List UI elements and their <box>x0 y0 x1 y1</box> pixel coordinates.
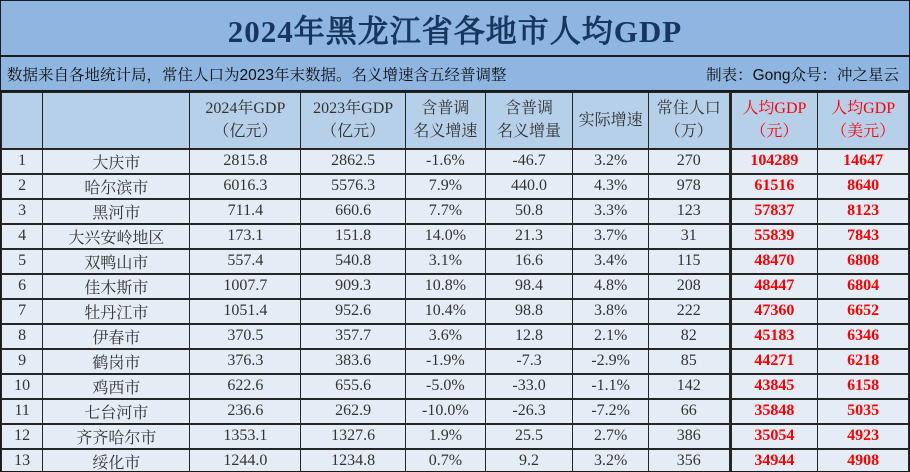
cell-nominal-increment: 12.8 <box>485 324 573 349</box>
cell-per-capita-cny: 43845 <box>730 374 818 399</box>
cell-per-capita-usd: 6218 <box>818 349 909 374</box>
cell-nominal-increment: 440.0 <box>485 174 573 199</box>
cell-gdp-2024: 370.5 <box>190 324 301 349</box>
cell-gdp-2024: 2815.8 <box>190 149 301 174</box>
cell-rank: 1 <box>2 149 43 174</box>
cell-per-capita-usd: 4923 <box>818 424 909 449</box>
table-body <box>2 149 909 472</box>
cell-real-growth: 3.4% <box>573 249 649 274</box>
header-cell-gdp-2024: 2024年GDP （亿元） <box>190 93 301 149</box>
cell-gdp-2024: 173.1 <box>190 224 301 249</box>
cell-per-capita-usd: 6808 <box>818 249 909 274</box>
cell-nominal-increment: 21.3 <box>485 224 573 249</box>
cell-population: 123 <box>648 199 730 224</box>
cell-per-capita-cny: 55839 <box>730 224 818 249</box>
table-row <box>2 374 909 399</box>
cell-city: 大兴安岭地区 <box>43 224 190 249</box>
cell-nominal-increment: 98.8 <box>485 299 573 324</box>
cell-nominal-growth: -10.0% <box>406 399 486 424</box>
table-row <box>2 249 909 274</box>
cell-rank: 13 <box>2 449 43 472</box>
cell-per-capita-cny: 34944 <box>730 449 818 472</box>
cell-gdp-2024: 1007.7 <box>190 274 301 299</box>
cell-gdp-2023: 2862.5 <box>301 149 406 174</box>
cell-population: 142 <box>648 374 730 399</box>
cell-rank: 7 <box>2 299 43 324</box>
cell-per-capita-usd: 4908 <box>818 449 909 472</box>
cell-city: 鸡西市 <box>43 374 190 399</box>
cell-population: 115 <box>648 249 730 274</box>
cell-per-capita-cny: 44271 <box>730 349 818 374</box>
cell-population: 82 <box>648 324 730 349</box>
cell-city: 齐齐哈尔市 <box>43 424 190 449</box>
cell-nominal-growth: 1.9% <box>406 424 486 449</box>
cell-real-growth: 4.3% <box>573 174 649 199</box>
cell-rank: 8 <box>2 324 43 349</box>
cell-nominal-growth: 7.9% <box>406 174 486 199</box>
cell-per-capita-usd: 8123 <box>818 199 909 224</box>
table-header <box>2 93 909 149</box>
header-cell-city <box>43 93 190 149</box>
table-row <box>2 449 909 472</box>
cell-gdp-2023: 5576.3 <box>301 174 406 199</box>
cell-nominal-growth: -1.9% <box>406 349 486 374</box>
cell-rank: 3 <box>2 199 43 224</box>
table-row <box>2 299 909 324</box>
cell-gdp-2024: 557.4 <box>190 249 301 274</box>
table-row <box>2 149 909 174</box>
cell-nominal-growth: 10.8% <box>406 274 486 299</box>
cell-nominal-growth: 7.7% <box>406 199 486 224</box>
cell-city: 黑河市 <box>43 199 190 224</box>
cell-real-growth: 4.8% <box>573 274 649 299</box>
table-row <box>2 199 909 224</box>
cell-per-capita-cny: 35848 <box>730 399 818 424</box>
cell-nominal-growth: 14.0% <box>406 224 486 249</box>
cell-per-capita-cny: 48447 <box>730 274 818 299</box>
cell-real-growth: 2.7% <box>573 424 649 449</box>
cell-real-growth: -1.1% <box>573 374 649 399</box>
cell-nominal-increment: 16.6 <box>485 249 573 274</box>
cell-rank: 6 <box>2 274 43 299</box>
cell-population: 978 <box>648 174 730 199</box>
cell-nominal-growth: 3.1% <box>406 249 486 274</box>
table-row <box>2 324 909 349</box>
cell-real-growth: 3.7% <box>573 224 649 249</box>
cell-per-capita-usd: 7843 <box>818 224 909 249</box>
cell-real-growth: -2.9% <box>573 349 649 374</box>
subtitle-bar <box>1 57 909 92</box>
cell-per-capita-cny: 47360 <box>730 299 818 324</box>
header-cell-population: 常住人口 （万） <box>648 93 730 149</box>
cell-per-capita-usd: 8640 <box>818 174 909 199</box>
cell-per-capita-usd: 6652 <box>818 299 909 324</box>
cell-city: 绥化市 <box>43 449 190 472</box>
cell-nominal-growth: 3.6% <box>406 324 486 349</box>
cell-population: 208 <box>648 274 730 299</box>
cell-rank: 12 <box>2 424 43 449</box>
cell-population: 356 <box>648 449 730 472</box>
cell-per-capita-cny: 35054 <box>730 424 818 449</box>
page-title: 2024年黑龙江省各地市人均GDP <box>227 13 683 49</box>
header-cell-per-capita-cny: 人均GDP （元） <box>730 93 818 149</box>
cell-real-growth: 2.1% <box>573 324 649 349</box>
cell-rank: 11 <box>2 399 43 424</box>
cell-city: 哈尔滨市 <box>43 174 190 199</box>
cell-gdp-2024: 1244.0 <box>190 449 301 472</box>
header-cell-per-capita-usd: 人均GDP （美元） <box>818 93 909 149</box>
cell-city: 七台河市 <box>43 399 190 424</box>
cell-gdp-2023: 357.7 <box>301 324 406 349</box>
cell-rank: 5 <box>2 249 43 274</box>
cell-gdp-2023: 660.6 <box>301 199 406 224</box>
table-row <box>2 399 909 424</box>
cell-population: 66 <box>648 399 730 424</box>
cell-population: 386 <box>648 424 730 449</box>
header-cell-gdp-2023: 2023年GDP （亿元） <box>301 93 406 149</box>
table-row <box>2 274 909 299</box>
cell-population: 85 <box>648 349 730 374</box>
table-row <box>2 424 909 449</box>
cell-city: 鹤岗市 <box>43 349 190 374</box>
cell-gdp-2024: 711.4 <box>190 199 301 224</box>
cell-per-capita-usd: 6158 <box>818 374 909 399</box>
cell-population: 222 <box>648 299 730 324</box>
cell-gdp-2023: 1327.6 <box>301 424 406 449</box>
cell-gdp-2023: 151.8 <box>301 224 406 249</box>
cell-nominal-growth: -5.0% <box>406 374 486 399</box>
cell-city: 牡丹江市 <box>43 299 190 324</box>
header-cell-rank <box>2 93 43 149</box>
cell-nominal-increment: -7.3 <box>485 349 573 374</box>
cell-gdp-2024: 6016.3 <box>190 174 301 199</box>
cell-population: 31 <box>648 224 730 249</box>
header-cell-nominal-increment: 含普调 名义增量 <box>485 93 573 149</box>
cell-gdp-2024: 1051.4 <box>190 299 301 324</box>
subtitle-note: 数据来自各地统计局，常住人口为2023年末数据。名义增速含五经普调整 <box>7 66 507 84</box>
table-row <box>2 174 909 199</box>
cell-gdp-2023: 1234.8 <box>301 449 406 472</box>
cell-nominal-increment: -46.7 <box>485 149 573 174</box>
title-band <box>1 1 909 57</box>
cell-gdp-2023: 262.9 <box>301 399 406 424</box>
cell-per-capita-usd: 6346 <box>818 324 909 349</box>
cell-gdp-2023: 540.8 <box>301 249 406 274</box>
cell-gdp-2023: 909.3 <box>301 274 406 299</box>
cell-gdp-2024: 1353.1 <box>190 424 301 449</box>
cell-nominal-increment: 9.2 <box>485 449 573 472</box>
cell-gdp-2023: 383.6 <box>301 349 406 374</box>
cell-per-capita-usd: 14647 <box>818 149 909 174</box>
cell-per-capita-cny: 48470 <box>730 249 818 274</box>
cell-gdp-2024: 622.6 <box>190 374 301 399</box>
cell-per-capita-usd: 6804 <box>818 274 909 299</box>
cell-rank: 2 <box>2 174 43 199</box>
cell-rank: 9 <box>2 349 43 374</box>
cell-population: 270 <box>648 149 730 174</box>
cell-nominal-increment: -26.3 <box>485 399 573 424</box>
cell-nominal-growth: -1.6% <box>406 149 486 174</box>
cell-city: 伊春市 <box>43 324 190 349</box>
subtitle-credit: 制表：Gong众号：冲之星云 <box>706 66 899 84</box>
cell-per-capita-usd: 5035 <box>818 399 909 424</box>
cell-gdp-2024: 376.3 <box>190 349 301 374</box>
cell-gdp-2024: 236.6 <box>190 399 301 424</box>
cell-city: 佳木斯市 <box>43 274 190 299</box>
cell-nominal-increment: 25.5 <box>485 424 573 449</box>
table-row <box>2 349 909 374</box>
cell-nominal-growth: 10.4% <box>406 299 486 324</box>
table-row <box>2 224 909 249</box>
cell-rank: 10 <box>2 374 43 399</box>
cell-real-growth: 3.3% <box>573 199 649 224</box>
header-cell-nominal-growth: 含普调 名义增速 <box>406 93 486 149</box>
cell-gdp-2023: 655.6 <box>301 374 406 399</box>
cell-real-growth: -7.2% <box>573 399 649 424</box>
cell-real-growth: 3.2% <box>573 149 649 174</box>
cell-city: 双鸭山市 <box>43 249 190 274</box>
cell-real-growth: 3.2% <box>573 449 649 472</box>
cell-nominal-increment: 50.8 <box>485 199 573 224</box>
cell-real-growth: 3.8% <box>573 299 649 324</box>
header-row <box>2 93 909 149</box>
cell-gdp-2023: 952.6 <box>301 299 406 324</box>
cell-nominal-increment: -33.0 <box>485 374 573 399</box>
cell-rank: 4 <box>2 224 43 249</box>
cell-nominal-growth: 0.7% <box>406 449 486 472</box>
gdp-table <box>1 92 909 472</box>
cell-nominal-increment: 98.4 <box>485 274 573 299</box>
header-cell-real-growth: 实际增速 <box>573 93 649 149</box>
cell-city: 大庆市 <box>43 149 190 174</box>
cell-per-capita-cny: 104289 <box>730 149 818 174</box>
cell-per-capita-cny: 57837 <box>730 199 818 224</box>
cell-per-capita-cny: 45183 <box>730 324 818 349</box>
cell-per-capita-cny: 61516 <box>730 174 818 199</box>
